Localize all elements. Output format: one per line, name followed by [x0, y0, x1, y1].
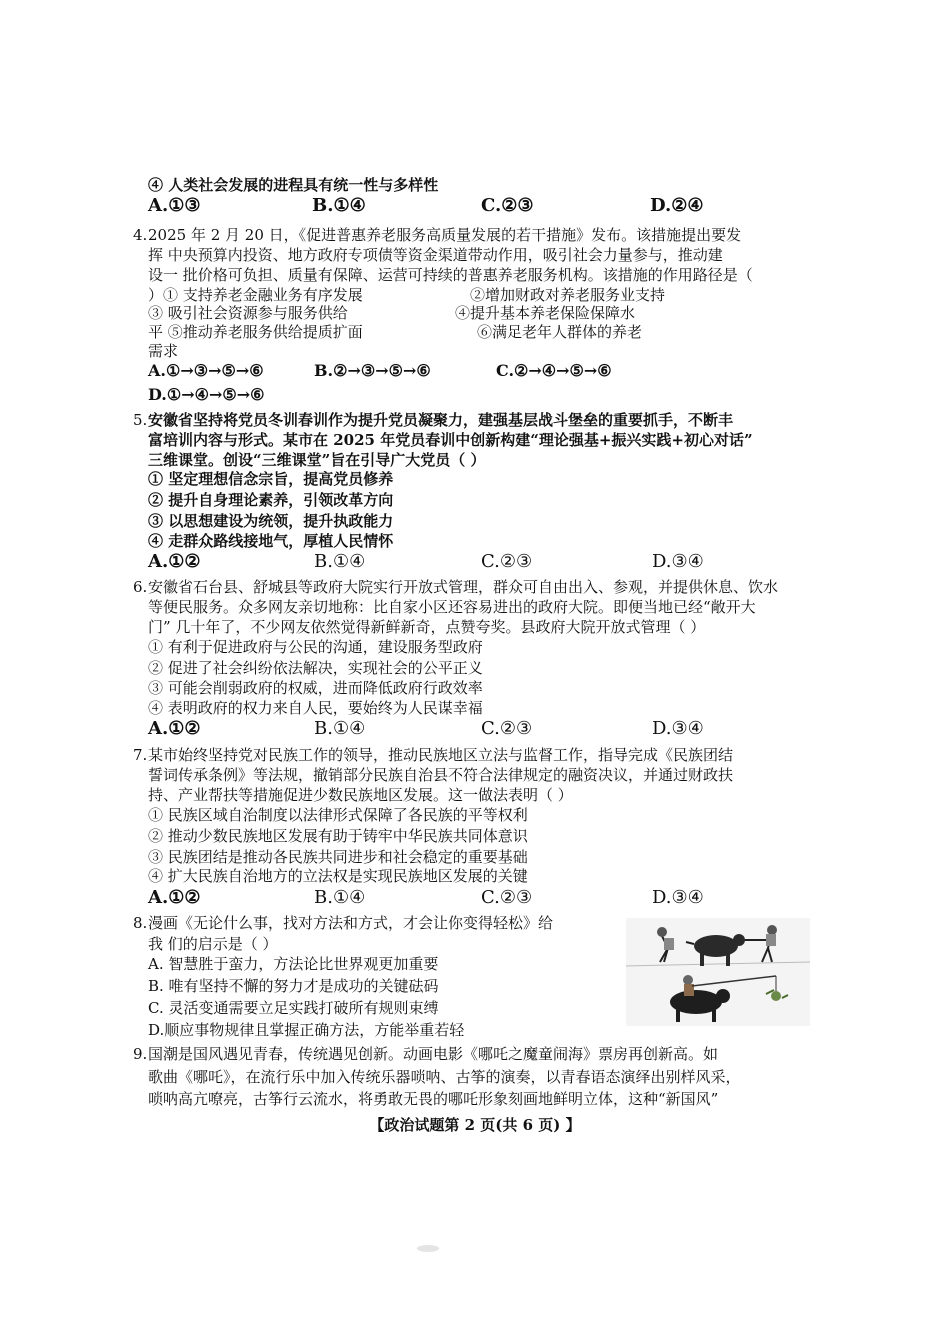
q3-option-c: C.②③ — [481, 195, 534, 216]
q8-option-d: D.顺应事物规律且掌握正确方法，方能举重若轻 — [148, 1021, 465, 1039]
q4-option-b: B.②→③→⑤→⑥ — [314, 361, 431, 380]
page-footer: 【政治试题第 2 页(共 6 页) 】 — [369, 1116, 581, 1134]
q5-option-b: B.①④ — [314, 551, 366, 572]
q5-item: ② 提升自身理论素养，引领改革方向 — [148, 491, 394, 509]
q8-option-b: B. 唯有坚持不懈的努力才是成功的关键砝码 — [148, 977, 439, 995]
q6-item: ② 促进了社会纠纷依法解决，实现社会的公平正义 — [148, 659, 483, 677]
q5-item: ① 坚定理想信念宗旨，提高党员修养 — [148, 470, 394, 488]
q8-number: 8. — [133, 914, 148, 932]
q6-option-a: A.①② — [148, 718, 201, 739]
q4-item: 平 ⑤推动养老服务供给提质扩面 — [148, 323, 363, 341]
q3-option-b: B.①④ — [312, 195, 366, 216]
q8-option-c: C. 灵活变通需要立足实践打破所有规则束缚 — [148, 999, 439, 1017]
q6-option-d: D.③④ — [652, 718, 704, 739]
q8-stem-line: 漫画《无论什么事，找对方法和方式，才会让你变得轻松》给 — [148, 914, 554, 932]
q4-item: ②增加财政对养老服务业支持 — [470, 286, 666, 304]
q4-item: ⑥满足老年人群体的养老 — [477, 323, 643, 341]
q9-stem-line: 歌曲《哪吒》，在流行乐中加入传统乐器唢呐、古筝的演奏，以青春语态演绎出别样风采， — [148, 1068, 741, 1086]
q5-option-d: D.③④ — [652, 551, 704, 572]
cartoon-illustration — [626, 918, 810, 1026]
q4-option-d: D.①→④→⑤→⑥ — [148, 385, 265, 404]
q8-stem-line: 我 们的启示是（ ） — [148, 935, 278, 953]
q4-option-c: C.②→④→⑤→⑥ — [496, 361, 612, 380]
q5-option-c: C.②③ — [481, 551, 533, 572]
q9-stem-line: 国潮是国风遇见青春，传统遇见创新。动画电影《哪吒之魔童闹海》票房再创新高。如 — [148, 1045, 719, 1063]
q4-item: ）① 支持养老金融业务有序发展 — [148, 286, 363, 304]
q7-item: ① 民族区域自治制度以法律形式保障了各民族的平等权利 — [148, 806, 528, 824]
q6-item: ③ 可能会削弱政府的权威，进而降低政府行政效率 — [148, 679, 483, 697]
q4-option-a: A.①→③→⑤→⑥ — [148, 361, 264, 380]
scan-mark — [416, 1238, 440, 1247]
q6-stem-line: 门” 几十年了，不少网友依然觉得新鲜新奇，点赞夸奖。县政府大院开放式管理（ ） — [148, 618, 706, 636]
q4-stem-line: 挥 中央预算内投资、地方政府专项债等资金渠道带动作用，吸引社会力量参与，推动建 — [148, 246, 723, 264]
q3-option-d: D.②④ — [650, 195, 704, 216]
q6-stem-line: 安徽省石台县、舒城县等政府大院实行开放式管理，群众可自由出入、参观，并提供休息、饮水 — [148, 578, 779, 596]
q9-number: 9. — [133, 1045, 148, 1063]
q7-stem-line: 持、产业帮扶等措施促进少数民族地区发展。这一做法表明（ ） — [148, 786, 573, 804]
q5-option-a: A.①② — [148, 551, 201, 572]
q4-number: 4. — [133, 226, 148, 244]
q7-stem-line: 某市始终坚持党对民族工作的领导，推动民族地区立法与监督工作，指导完成《民族团结 — [148, 746, 734, 764]
q5-number: 5. — [133, 411, 148, 429]
q9-stem-line: 唢呐高亢嘹亮，古筝行云流水，将勇敢无畏的哪吒形象刻画地鲜明立体，这种“新国风” — [148, 1090, 719, 1108]
q4-item: ③ 吸引社会资源参与服务供给 — [148, 304, 348, 322]
q6-option-c: C.②③ — [481, 718, 533, 739]
q5-stem-line: 富培训内容与形式。某市在 2025 年党员春训中创新构建“理论强基+振兴实践+初心对话” — [148, 431, 753, 449]
q5-item: ③ 以思想建设为统领，提升执政能力 — [148, 512, 394, 530]
q5-stem-line: 三维课堂。创设“三维课堂”旨在引导广大党员（ ） — [148, 451, 486, 469]
q4-item: ④提升基本养老保险保障水 — [455, 304, 636, 322]
q4-item: 需求 — [148, 342, 179, 360]
q7-option-c: C.②③ — [481, 887, 533, 908]
q5-item: ④ 走群众路线接地气，厚植人民情怀 — [148, 532, 394, 550]
q4-stem-line: 2025 年 2 月 20 日，《促进普惠养老服务高质量发展的若干措施》发布。该措施提出要发 — [148, 226, 742, 244]
q6-number: 6. — [133, 578, 148, 596]
q6-option-b: B.①④ — [314, 718, 366, 739]
q7-option-d: D.③④ — [652, 887, 704, 908]
q6-item: ① 有利于促进政府与公民的沟通，建设服务型政府 — [148, 638, 483, 656]
q7-number: 7. — [133, 746, 148, 764]
q7-item: ④ 扩大民族自治地方的立法权是实现民族地区发展的关键 — [148, 867, 528, 885]
q7-option-b: B.①④ — [314, 887, 366, 908]
q6-item: ④ 表明政府的权力来自人民，要始终为人民谋幸福 — [148, 699, 483, 717]
q3-item-4: ④ 人类社会发展的进程具有统一性与多样性 — [148, 176, 439, 194]
q4-stem-line: 设一 批价格可负担、质量有保障、运营可持续的普惠养老服务机构。该措施的作用路径是（ — [148, 266, 753, 284]
q7-item: ② 推动少数民族地区发展有助于铸牢中华民族共同体意识 — [148, 827, 528, 845]
q5-stem-line: 安徽省坚持将党员冬训春训作为提升党员凝聚力，建强基层战斗堡垒的重要抓手，不断丰 — [148, 411, 734, 429]
q6-stem-line: 等便民服务。众多网友亲切地称：比自家小区还容易进出的政府大院。即便当地已经“敞开大 — [148, 598, 756, 616]
q7-item: ③ 民族团结是推动各民族共同进步和社会稳定的重要基础 — [148, 848, 528, 866]
q8-option-a: A. 智慧胜于蛮力，方法论比世界观更加重要 — [148, 955, 439, 973]
q7-stem-line: 誓词传承条例》等法规，撤销部分民族自治县不符合法律规定的融资决议，并通过财政扶 — [148, 766, 734, 784]
q3-option-a: A.①③ — [148, 195, 201, 216]
q7-option-a: A.①② — [148, 887, 201, 908]
